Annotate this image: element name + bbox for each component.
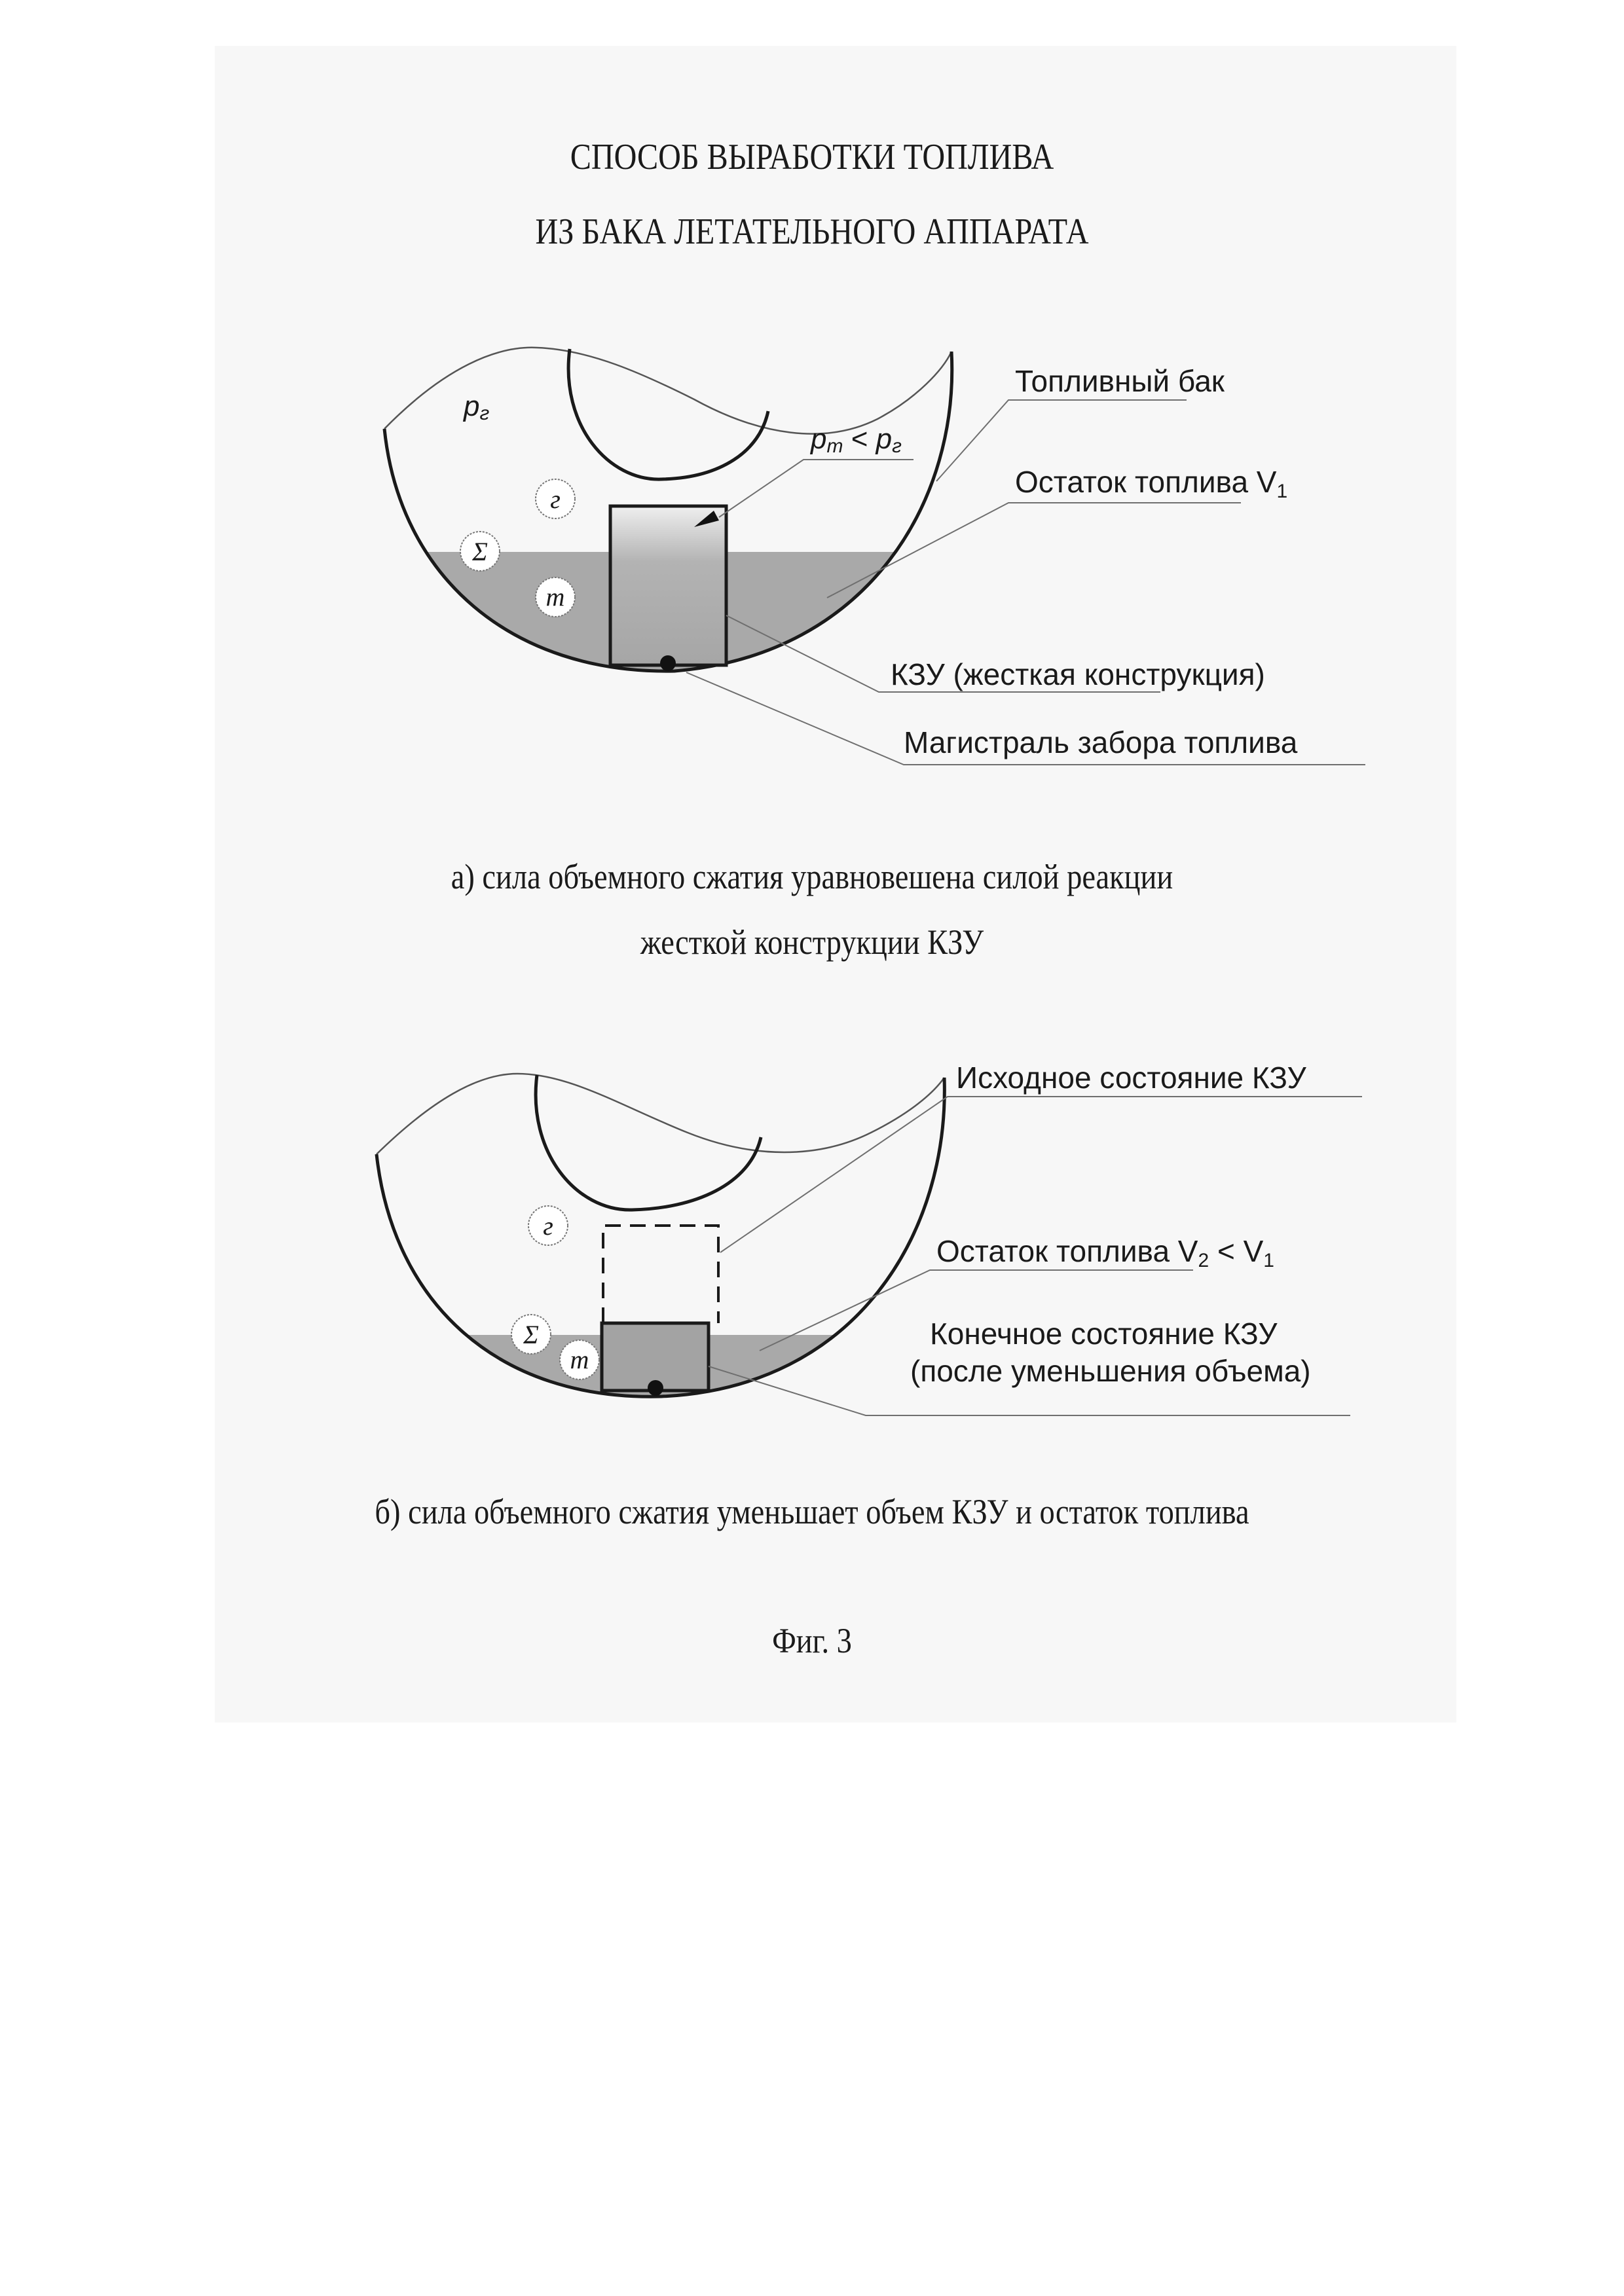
svg-text:m: m [546,582,565,611]
leader-pressure [719,460,913,517]
document-title-line-2: ИЗ БАКА ЛЕТАТЕЛЬНОГО АППАРАТА [114,211,1511,253]
marker-gas-b [528,1206,568,1245]
callout-intake-line: Магистраль забора топлива [904,725,1298,759]
callout-kzu-rigid: КЗУ (жесткая конструкция) [891,657,1265,691]
caption-a-line-2: жесткой конструкции КЗУ [114,922,1511,962]
diagram-a [0,0,1624,786]
leader-initial-state [720,1097,1362,1252]
marker-fuel-a [536,577,575,617]
tank-inner-cavity-a [568,349,768,479]
caption-b: б) сила объемного сжатия уменьшает объем КЗУ и остаток топлива [114,1491,1511,1532]
callout-final-state-line-2: (после уменьшения объема) [910,1354,1311,1388]
marker-sigma-a [460,532,500,571]
svg-text:г: г [543,1211,553,1241]
marker-fuel-b [560,1340,599,1379]
intake-port-dot-b [648,1380,663,1396]
callout-fuel-remaining-a: Остаток топлива V1 [1015,465,1287,502]
gas-pressure-label: pг [462,390,489,424]
callout-tank: Топливный бак [1015,364,1225,398]
callout-initial-state: Исходное состояние КЗУ [956,1061,1306,1095]
callout-final-state-line-1: Конечное состояние КЗУ [930,1317,1278,1351]
document-title-line-1: СПОСОБ ВЫРАБОТКИ ТОПЛИВА [114,136,1511,178]
svg-text:Σ: Σ [523,1320,539,1349]
kzu-initial-state-dashed [603,1226,718,1323]
marker-gas-a [536,479,575,519]
tank-top-membrane-b [377,1074,944,1154]
svg-text:Σ: Σ [471,537,488,566]
pressure-relation-label: pт < pг [809,423,902,457]
intake-port-dot-a [660,655,676,671]
caption-a-line-1: а) сила объемного сжатия уравновешена силой реакции [114,856,1511,897]
diagram-b [0,982,1624,1453]
svg-text:г: г [550,484,561,514]
callout-fuel-remaining-b: Остаток топлива V2 < V1 [936,1234,1274,1271]
figure-label: Фиг. 3 [114,1620,1511,1661]
tank-inner-cavity-b [536,1075,761,1210]
kzu-rigid-a [610,506,726,665]
marker-sigma-b [511,1315,551,1354]
svg-text:m: m [570,1345,589,1374]
leader-fuel-remaining-a [827,503,1241,598]
